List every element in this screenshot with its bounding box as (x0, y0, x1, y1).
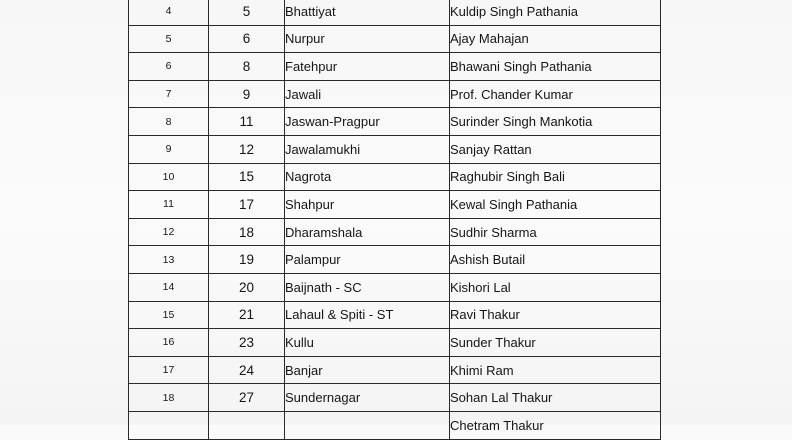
table-row (129, 273, 661, 301)
constituency-cell: Banjar (285, 356, 450, 384)
table-row (129, 356, 661, 384)
ac-number-cell: 20 (209, 273, 285, 301)
candidate-name-cell: Kuldip Singh Pathania (450, 0, 661, 25)
ac-number-cell: 15 (209, 163, 285, 191)
candidates-table (128, 0, 661, 440)
constituency-cell: Bhattiyat (285, 0, 450, 25)
serial-number-cell: 18 (129, 384, 209, 412)
constituency-cell: Jaswan-Pragpur (285, 108, 450, 136)
candidate-name-cell: Kishori Lal (450, 273, 661, 301)
constituency-cell: Shahpur (285, 191, 450, 219)
serial-number-cell: 16 (129, 329, 209, 357)
table-row (129, 53, 661, 81)
candidate-name-cell: Ravi Thakur (450, 301, 661, 329)
constituency-cell: Sundernagar (285, 384, 450, 412)
candidate-name-cell: Raghubir Singh Bali (450, 163, 661, 191)
candidate-name-cell: Sunder Thakur (450, 329, 661, 357)
ac-number-cell: 27 (209, 384, 285, 412)
table-row (129, 218, 661, 246)
table-row (129, 384, 661, 412)
table-row (129, 25, 661, 53)
serial-number-cell: 14 (129, 273, 209, 301)
ac-number-cell: 5 (209, 0, 285, 25)
table-row (129, 163, 661, 191)
candidate-name-cell: Prof. Chander Kumar (450, 80, 661, 108)
ac-number-cell: 23 (209, 329, 285, 357)
candidate-name-cell: Sohan Lal Thakur (450, 384, 661, 412)
candidate-name-cell: Ashish Butail (450, 246, 661, 274)
ac-number-cell: 18 (209, 218, 285, 246)
constituency-cell: Jawalamukhi (285, 135, 450, 163)
ac-number-cell: 6 (209, 25, 285, 53)
serial-number-cell: 7 (129, 80, 209, 108)
ac-number-cell: 24 (209, 356, 285, 384)
constituency-cell: Dharamshala (285, 218, 450, 246)
candidate-name-cell: Sudhir Sharma (450, 218, 661, 246)
candidate-name-cell: Sanjay Rattan (450, 135, 661, 163)
candidate-name-cell: Chetram Thakur (450, 411, 661, 439)
ac-number-cell: 17 (209, 191, 285, 219)
candidate-name-cell: Kewal Singh Pathania (450, 191, 661, 219)
ac-number-cell: 21 (209, 301, 285, 329)
candidate-name-cell: Ajay Mahajan (450, 25, 661, 53)
constituency-cell: Palampur (285, 246, 450, 274)
table-row (129, 329, 661, 357)
serial-number-cell: 10 (129, 163, 209, 191)
ac-number-cell: 12 (209, 135, 285, 163)
serial-number-cell: 17 (129, 356, 209, 384)
ac-number-cell (209, 411, 285, 439)
serial-number-cell: 12 (129, 218, 209, 246)
serial-number-cell: 13 (129, 246, 209, 274)
table-row (129, 0, 661, 25)
constituency-cell: Kullu (285, 329, 450, 357)
constituency-cell: Jawali (285, 80, 450, 108)
ac-number-cell: 19 (209, 246, 285, 274)
table-row (129, 80, 661, 108)
candidate-name-cell: Khimi Ram (450, 356, 661, 384)
table-row (129, 246, 661, 274)
serial-number-cell (129, 411, 209, 439)
constituency-cell: Nagrota (285, 163, 450, 191)
constituency-cell (285, 411, 450, 439)
constituency-cell: Lahaul & Spiti - ST (285, 301, 450, 329)
constituency-cell: Baijnath - SC (285, 273, 450, 301)
table-row (129, 301, 661, 329)
serial-number-cell: 11 (129, 191, 209, 219)
serial-number-cell: 9 (129, 135, 209, 163)
ac-number-cell: 8 (209, 53, 285, 81)
serial-number-cell: 5 (129, 25, 209, 53)
serial-number-cell: 6 (129, 53, 209, 81)
constituency-cell: Fatehpur (285, 53, 450, 81)
table-row (129, 191, 661, 219)
candidates-table-body (129, 0, 661, 439)
table-row (129, 135, 661, 163)
serial-number-cell: 8 (129, 108, 209, 136)
candidate-name-cell: Bhawani Singh Pathania (450, 53, 661, 81)
serial-number-cell: 4 (129, 0, 209, 25)
ac-number-cell: 9 (209, 80, 285, 108)
table-row (129, 411, 661, 439)
table-row (129, 108, 661, 136)
serial-number-cell: 15 (129, 301, 209, 329)
ac-number-cell: 11 (209, 108, 285, 136)
candidate-name-cell: Surinder Singh Mankotia (450, 108, 661, 136)
constituency-cell: Nurpur (285, 25, 450, 53)
